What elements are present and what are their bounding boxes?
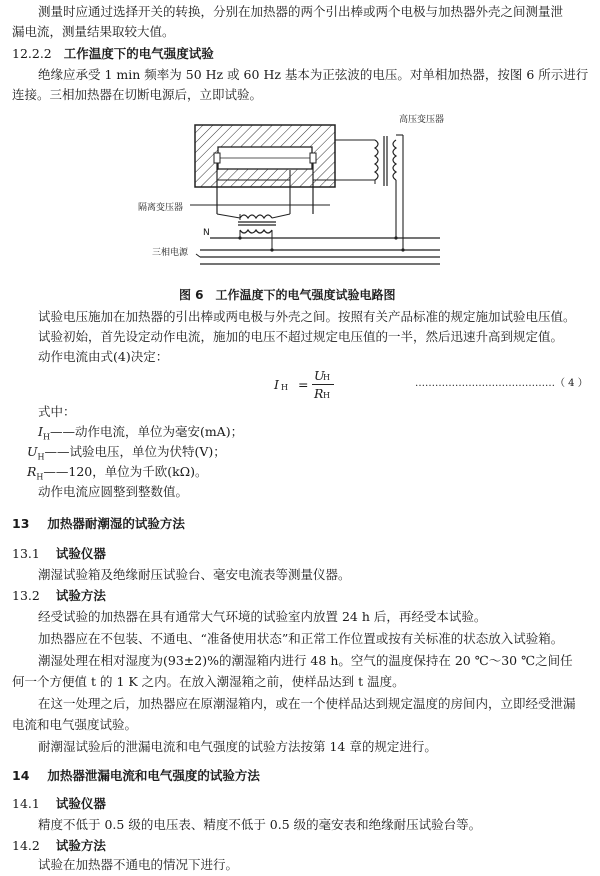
variable-definition xyxy=(38,424,243,446)
isolation-transformer-bottom xyxy=(240,230,272,233)
paragraph-line: 连接。三相加热器在切断电源后，立即试验。 xyxy=(12,87,263,102)
variable-subscript: H xyxy=(36,472,44,482)
section-heading-12-2-2 xyxy=(12,46,214,62)
variable-definition xyxy=(27,464,207,486)
section-title: 加热器泄漏电流和电气强度的试验方法 xyxy=(47,768,260,783)
section-heading-13 xyxy=(12,516,185,532)
equation-number: ……………………………………（ 4 ） xyxy=(415,378,588,389)
paragraph-line: 经受试验的加热器在具有通常大气环境的试验室内放置 24 h 后，再经受本试验。 xyxy=(38,609,487,624)
section-number: 13 xyxy=(12,516,30,531)
hv-transformer-secondary xyxy=(393,140,396,180)
section-title: 试验仪器 xyxy=(55,796,106,811)
paragraph-line: 试验电压施加在加热器的引出棒或两电极与外壳之间。按照有关产品标准的规定施加试验电压值。 xyxy=(38,309,576,324)
paragraph-line: 测量时应通过选择开关的转换，分别在加热器的两个引出棒或两个电极与加热器外壳之间测量泄 xyxy=(38,4,564,19)
section-heading-14-2 xyxy=(12,838,106,854)
hv-transformer-primary xyxy=(375,140,378,180)
paragraph-line: 潮湿试验箱及绝缘耐压试验台、毫安电流表等测量仪器。 xyxy=(38,567,351,582)
variable-symbol: U xyxy=(27,444,38,459)
paragraph-line: 潮湿处理在相对湿度为(93±2)%的潮湿箱内进行 48 h。空气的温度保持在 20 ℃～30 ℃之间任 xyxy=(38,653,573,668)
formula-denominator: R xyxy=(314,386,324,401)
paragraph-line: 精度不低于 0.5 级的电压表、精度不低于 0.5 级的毫安表和绝缘耐压试验台等。 xyxy=(38,817,482,832)
variable-subscript: H xyxy=(37,452,45,462)
paragraph-line: 何一个方便值 t 的 1 K 之内。在放入潮湿箱之前，使样品达到 t 温度。 xyxy=(12,674,405,689)
fraction-bar xyxy=(312,384,334,385)
formula-lhs-subscript: H xyxy=(281,383,288,392)
label-three-phase: 三相电源 xyxy=(152,248,189,258)
variable-subscript: H xyxy=(42,432,50,442)
section-title: 试验方法 xyxy=(55,588,106,603)
section-title: 试验方法 xyxy=(55,838,106,853)
variable-symbol: I xyxy=(38,424,43,439)
section-number: 14.2 xyxy=(12,838,40,853)
isolation-transformer-top xyxy=(240,215,272,218)
paragraph-line: 在这一处理之后，加热器应在原潮湿箱内，或在一个使样品达到规定温度的房间内，立即经受泄漏 xyxy=(38,696,576,711)
section-title: 加热器耐潮湿的试验方法 xyxy=(47,516,185,531)
paragraph-line: 动作电流由式(4)决定： xyxy=(38,349,169,364)
variable-description: ——动作电流，单位为毫安(mA)； xyxy=(49,424,244,439)
formula-numerator-subscript: H xyxy=(323,373,330,382)
formula-numerator: U xyxy=(314,368,325,383)
formula-equals: = xyxy=(298,377,309,392)
label-hv-transformer: 高压变压器 xyxy=(399,115,445,125)
circuit-diagram xyxy=(0,110,600,280)
paragraph-line: 动作电流应圆整到整数值。 xyxy=(38,484,189,499)
variable-definition xyxy=(27,444,226,466)
section-heading-13-2 xyxy=(12,588,106,604)
section-heading-13-1 xyxy=(12,546,106,562)
section-title: 工作温度下的电气强度试验 xyxy=(63,46,214,61)
variable-description: ——120，单位为千欧(kΩ)。 xyxy=(43,464,208,479)
formula xyxy=(274,368,364,402)
formula-denominator-subscript: H xyxy=(323,391,330,400)
paragraph-line: 电流和电气强度试验。 xyxy=(12,717,138,732)
section-heading-14-1 xyxy=(12,796,106,812)
figure-caption: 图 6 工作温度下的电气强度试验电路图 xyxy=(179,288,396,302)
section-number: 13.2 xyxy=(12,588,40,603)
paragraph-line: 试验在加热器不通电的情况下进行。 xyxy=(38,857,239,872)
paragraph-line: 耐潮湿试验后的泄漏电流和电气强度的试验方法按第 14 章的规定进行。 xyxy=(38,739,437,754)
formula-lhs-symbol: I xyxy=(274,377,279,392)
variable-description: ——试验电压，单位为伏特(V)； xyxy=(44,444,226,459)
section-number: 13.1 xyxy=(12,546,40,561)
paragraph-line: 漏电流，测量结果取较大值。 xyxy=(12,24,175,39)
where-label: 式中： xyxy=(38,404,76,419)
section-number: 14 xyxy=(12,768,30,783)
variable-symbol: R xyxy=(27,464,37,479)
section-title: 试验仪器 xyxy=(55,546,106,561)
paragraph-line: 试验初始，首先设定动作电流，施加的电压不超过规定电压值的一半，然后迅速升高到规定值。 xyxy=(38,329,564,344)
paragraph-line: 绝缘应承受 1 min 频率为 50 Hz 或 60 Hz 基本为正弦波的电压。对单相加热器，按图 6 所示进行 xyxy=(38,67,589,82)
paragraph-line: 加热器应在不包装、不通电、“准备使用状态”和正常工作位置或按有关标准的状态放入试验箱。 xyxy=(38,631,564,646)
section-number: 14.1 xyxy=(12,796,40,811)
label-isolation-transformer: 隔离变压器 xyxy=(138,203,184,213)
section-heading-14 xyxy=(12,768,260,784)
section-number: 12.2.2 xyxy=(12,46,52,61)
label-n: N xyxy=(203,228,210,238)
